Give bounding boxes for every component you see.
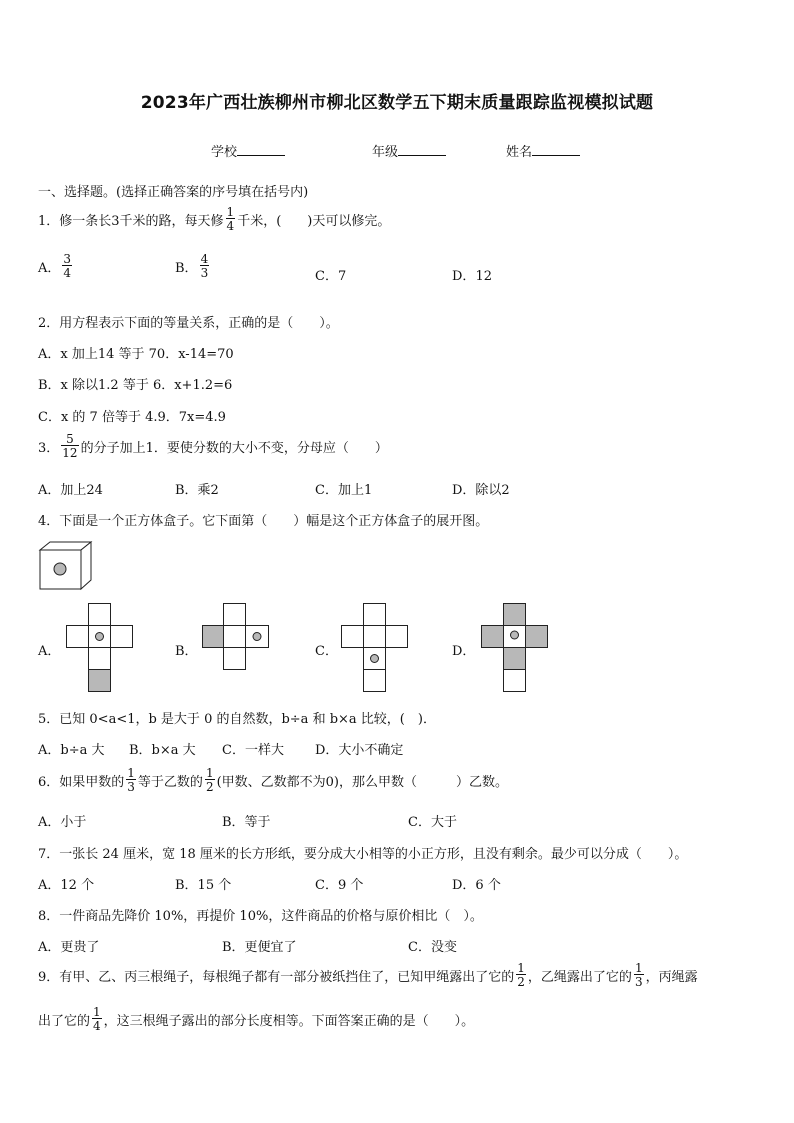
q5-option-c[interactable]: C．一样大 [222, 743, 284, 758]
q5-option-b[interactable]: B．b×a 大 [129, 743, 196, 758]
cube-figure [38, 540, 94, 592]
name-field[interactable]: 姓名 [506, 141, 580, 160]
q1-option-c[interactable]: C．7 [315, 269, 347, 284]
q5-option-a[interactable]: A．b÷a 大 [38, 743, 105, 758]
question-1: 1．修一条长3千米的路，每天修 $\frac{1}{4}$ 千米，( )天可以修完。 [38, 205, 391, 233]
q1-option-b[interactable]: B． $\frac{4}{3}$ [175, 252, 209, 280]
school-blank[interactable] [237, 144, 285, 156]
q8-option-a[interactable]: A．更贵了 [38, 940, 100, 955]
question-3: 3． $\frac{5}{12}$ 的分子加上1．要使分数的大小不变，分母应（ ） [38, 432, 388, 460]
fraction: $\frac{5}{12}$ [62, 432, 78, 460]
fraction: $\frac{1}{4}$ [226, 205, 235, 233]
q6-option-b[interactable]: B．等于 [222, 815, 271, 830]
q7-option-a[interactable]: A．12 个 [38, 878, 95, 893]
grade-field[interactable]: 年级 [372, 141, 446, 160]
q5-option-d[interactable]: D．大小不确定 [315, 743, 404, 758]
fraction: $\frac{1}{4}$ [93, 1005, 101, 1033]
grade-blank[interactable] [398, 144, 446, 156]
q4-option-c-label[interactable]: C． [315, 644, 338, 659]
fraction: $\frac{4}{3}$ [200, 252, 209, 280]
fraction: $\frac{1}{2}$ [205, 766, 214, 794]
fraction: $\frac{1}{3}$ [634, 961, 643, 989]
question-9: 9．有甲、乙、丙三根绳子，每根绳子都有一部分被纸挡住了，已知甲绳露出了它的 $\frac{1}{2}$ ，乙绳露出了它的 $\frac{1}{3}$ ，丙绳露 [38, 961, 698, 989]
question-7: 7．一张长 24 厘米，宽 18 厘米的长方形纸，要分成大小相等的小正方形，且没有剩余。最少可以分成（ ）。 [38, 847, 688, 862]
q8-option-c[interactable]: C．没变 [408, 940, 457, 955]
name-blank[interactable] [532, 144, 580, 156]
question-2: 2．用方程表示下面的等量关系，正确的是（ ）。 [38, 316, 339, 331]
school-field[interactable]: 学校 [211, 141, 285, 160]
q7-option-b[interactable]: B．15 个 [175, 878, 232, 893]
question-4: 4．下面是一个正方体盒子。它下面第（ ）幅是这个正方体盒子的展开图。 [38, 514, 489, 529]
section-heading: 一、选择题。(选择正确答案的序号填在括号内) [38, 185, 309, 200]
q3-option-c[interactable]: C．加上1 [315, 483, 373, 498]
question-9-line2: 出了它的 $\frac{1}{4}$ ，这三根绳子露出的部分长度相等。下面答案正确的是（ ）。 [38, 1005, 475, 1033]
net-b[interactable] [202, 603, 272, 673]
net-c[interactable] [340, 603, 410, 693]
q2-option-b[interactable]: B．x 除以1.2 等于 6．x+1.2=6 [38, 378, 233, 393]
page-title: 2023年广西壮族柳州市柳北区数学五下期末质量跟踪监视模拟试题 [140, 93, 654, 113]
fraction: $\frac{1}{3}$ [127, 766, 135, 794]
q8-option-b[interactable]: B．更便宜了 [222, 940, 297, 955]
q3-option-b[interactable]: B．乘2 [175, 483, 219, 498]
q6-option-a[interactable]: A．小于 [38, 815, 87, 830]
q3-option-d[interactable]: D．除以2 [452, 483, 510, 498]
q4-option-b-label[interactable]: B． [175, 644, 198, 659]
q7-option-c[interactable]: C．9 个 [315, 878, 364, 893]
q3-option-a[interactable]: A．加上24 [38, 483, 103, 498]
question-8: 8．一件商品先降价 10%，再提价 10%，这件商品的价格与原价相比（ ）。 [38, 909, 483, 924]
net-a[interactable] [65, 603, 135, 693]
q7-option-d[interactable]: D．6 个 [452, 878, 501, 893]
q2-option-a[interactable]: A．x 加上14 等于 70．x-14=70 [38, 347, 234, 362]
q6-option-c[interactable]: C．大于 [408, 815, 457, 830]
fraction: $\frac{1}{2}$ [517, 961, 525, 989]
question-5: 5．已知 0<a<1，b 是大于 0 的自然数，b÷a 和 b×a 比较，( )． [38, 712, 436, 727]
q1-option-d[interactable]: D．12 [452, 269, 492, 284]
net-d[interactable] [480, 603, 550, 693]
q1-option-a[interactable]: A． $\frac{3}{4}$ [38, 252, 72, 280]
q4-option-a-label[interactable]: A． [38, 644, 61, 659]
question-6: 6．如果甲数的 $\frac{1}{3}$ 等于乙数的 $\frac{1}{2}$ (甲数、乙数都不为0)，那么甲数（ ）乙数。 [38, 766, 508, 794]
fraction: $\frac{3}{4}$ [63, 252, 72, 280]
q4-option-d-label[interactable]: D． [452, 644, 476, 659]
q2-option-c[interactable]: C．x 的 7 倍等于 4.9．7x=4.9 [38, 410, 226, 425]
